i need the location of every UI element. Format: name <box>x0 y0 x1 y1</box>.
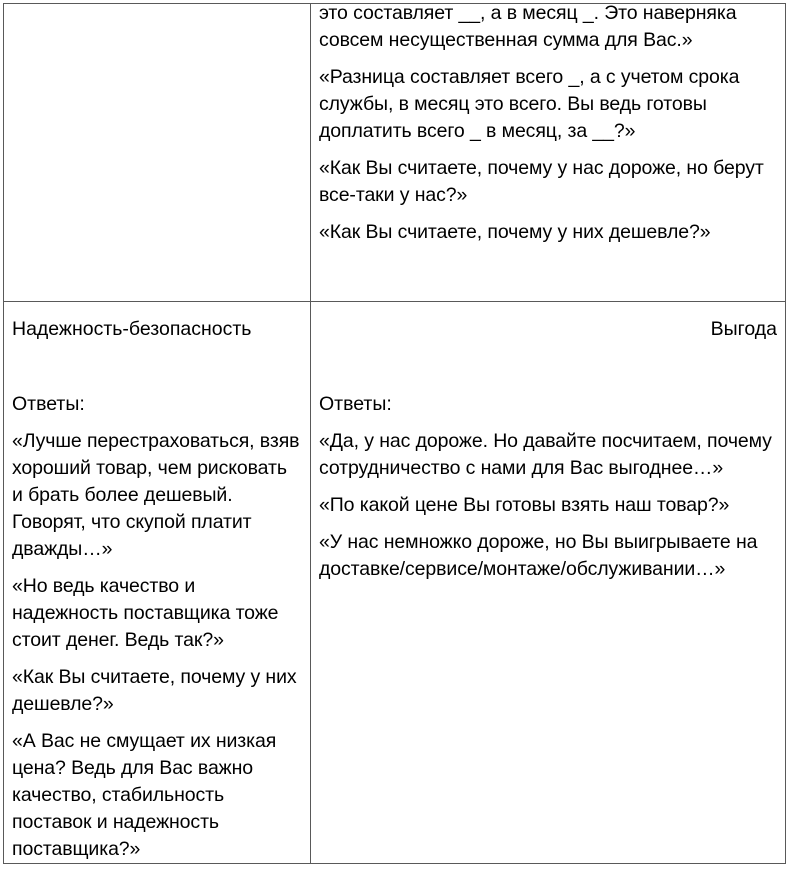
quote-paragraph: «Но ведь качество и надежность поставщика тоже стоит денег. Ведь так?» <box>12 575 279 651</box>
objection-handling-table <box>3 3 786 864</box>
table-row <box>4 302 786 864</box>
cell-title-benefit: Выгода <box>710 318 777 340</box>
cell-content <box>311 0 785 246</box>
cell-benefit <box>311 302 786 864</box>
answers-label: Ответы: <box>319 393 392 415</box>
quote-paragraph: «Лучше перестраховаться, взяв хороший товар, чем рисковать и брать более дешевый. Говорят, что скупой платит дважды…» <box>12 430 300 560</box>
cell-reliability-safety <box>4 302 311 864</box>
quote-paragraph: «А Вас не смущает их низкая цена? Ведь для Вас важно качество, стабильность поставок и надежность поставщика?» <box>12 730 277 860</box>
quote-paragraph: «Как Вы считаете, почему у них дешевле?» <box>12 666 297 715</box>
cell-content <box>4 316 310 877</box>
quote-paragraph: «У нас немножко дороже, но Вы выигрываете на доставке/сервисе/монтаже/обслуживании…» <box>319 531 758 580</box>
table-row <box>4 4 786 302</box>
quote-paragraph: «Да, у нас дороже. Но давайте посчитаем, почему сотрудничество с нами для Вас выгоднее…» <box>319 430 772 479</box>
cell-price-objection-continuation <box>311 4 786 302</box>
quote-paragraph: это составляет __, а в месяц _. Это наверняка совсем несущественная сумма для Вас.» <box>319 2 737 51</box>
cell-empty-left <box>4 4 311 302</box>
quote-list <box>319 0 777 246</box>
cell-title-reliability-safety: Надежность-безопасность <box>12 318 252 340</box>
quote-paragraph: «Разница составляет всего _, а с учетом срока службы, в месяц это всего. Вы ведь готовы доплатить всего _ в месяц, за __?» <box>319 66 740 142</box>
quote-paragraph: «По какой цене Вы готовы взять наш товар?» <box>319 494 730 516</box>
quote-list <box>12 428 302 863</box>
quote-list <box>319 428 777 583</box>
cell-content <box>311 316 785 877</box>
quote-paragraph: «Как Вы считаете, почему у нас дороже, но берут все-таки у нас?» <box>319 157 764 206</box>
cell-content <box>4 4 310 301</box>
answers-label: Ответы: <box>12 393 85 415</box>
quote-paragraph: «Как Вы считаете, почему у них дешевле?» <box>319 221 711 243</box>
